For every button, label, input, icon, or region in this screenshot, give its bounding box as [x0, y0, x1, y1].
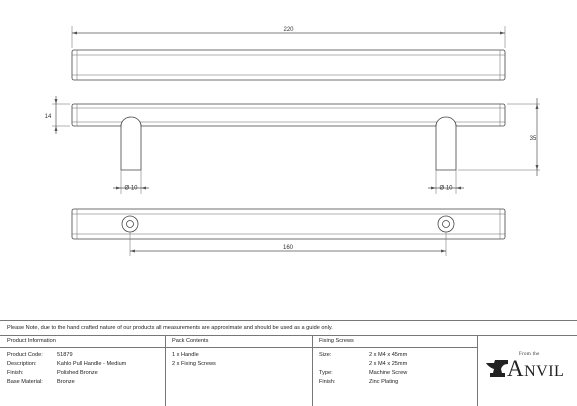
pack-contents-column — [165, 336, 313, 406]
handle-bar-top-view — [72, 50, 505, 80]
screw-size-row-2: 2 x M4 x 25mm — [369, 361, 408, 367]
side-view — [45, 96, 540, 194]
pack-item: 1 x Handle — [172, 352, 199, 358]
screw-type-row: Type: Machine Screw — [319, 370, 408, 376]
bar-diameter-label: 14 — [44, 114, 52, 120]
screw-finish-row: Finish: Zinc Plating — [319, 379, 399, 385]
logo-brand: Anvil — [507, 356, 565, 381]
fixing-screws-heading: Fixing Screws — [319, 338, 354, 344]
right-fixing-hole — [443, 221, 450, 228]
logo-tagline: From the — [519, 352, 540, 357]
screw-size-row: Size: 2 x M4 x 45mm — [319, 352, 408, 358]
top-view — [72, 26, 505, 80]
overall-length-label: 220 — [283, 27, 294, 33]
base-material-row: Base Material: Bronze — [7, 379, 75, 385]
product-information-column — [0, 336, 166, 406]
right-leg-diameter-label: Ø 10 — [439, 185, 453, 192]
centres-label: 160 — [282, 245, 294, 251]
pack-item: 2 x Fixing Screws — [172, 361, 216, 367]
description-row: Description: Kahlo Pull Handle - Medium — [7, 361, 127, 367]
logo-column — [477, 336, 577, 406]
info-table — [0, 336, 577, 406]
bottom-view — [72, 209, 505, 256]
left-fixing-hole — [127, 221, 134, 228]
anvil-icon — [485, 358, 509, 380]
from-the-anvil-logo — [485, 344, 575, 394]
finish-row: Finish: Polished Bronze — [7, 370, 98, 376]
fixing-screws-column — [312, 336, 478, 406]
left-leg-diameter-label: Ø 10 — [124, 185, 138, 192]
product-information-heading: Product Information — [7, 338, 56, 344]
pack-contents-heading: Pack Contents — [172, 338, 209, 344]
product-code-row: Product Code: 51879 — [7, 352, 73, 358]
measurement-note: Please Note, due to the hand crafted nature of our products all measurements are approximate and should be used as a guide only. — [0, 320, 577, 336]
projection-label: 35 — [529, 136, 537, 142]
